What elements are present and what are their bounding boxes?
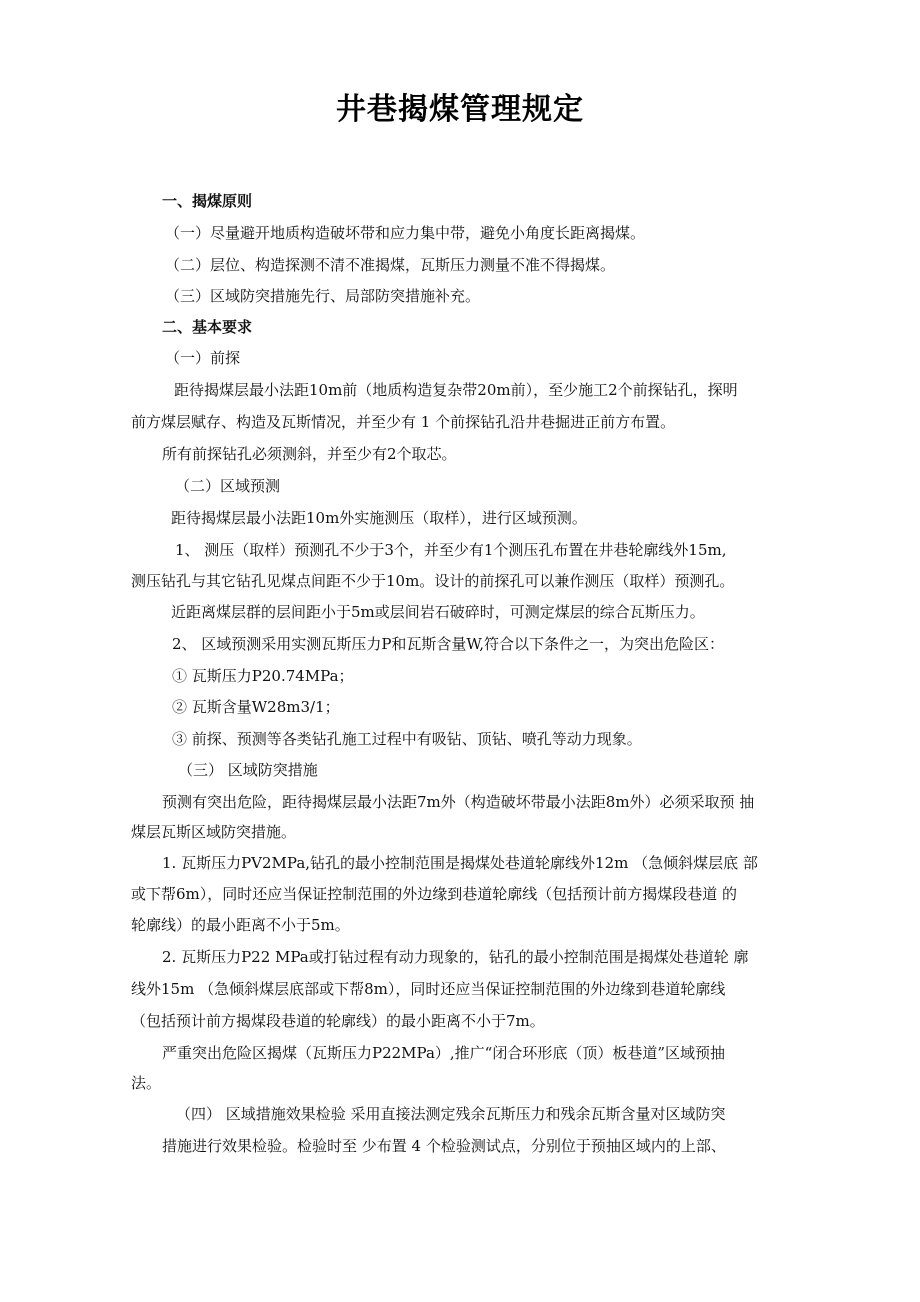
list-item: ② 瓦斯含量W28m3/1； (172, 698, 340, 716)
paragraph-line: 2、 区域预测采用实测瓦斯压力P和瓦斯含量W,符合以下条件之一，为突出危险区： (172, 635, 724, 653)
list-item: ① 瓦斯压力P20.74MPa； (172, 667, 354, 685)
subheading-effect-verification: （四） 区域措施效果检验 采用直接法测定残余瓦斯压力和残余瓦斯含量对区域防突 (176, 1105, 726, 1123)
paragraph-line: （三）区域防突措施先行、局部防突措施补充。 (165, 287, 481, 305)
paragraph-line: 或下帮6m），同时还应当保证控制范围的外边缘到巷道轮廓线（包括预计前方揭煤段巷道 的 (131, 885, 738, 903)
paragraph-line: 距待揭煤层最小法距10m前（地质构造复杂带20m前），至少施工2个前探钻孔，探明 (174, 381, 738, 399)
paragraph-line: 1、 测压（取样）预测孔不少于3个，并至少有1个测压孔布置在井巷轮廓线外15m, (175, 541, 727, 559)
paragraph-line: 严重突出危险区揭煤（瓦斯压力P22MPa）,推广“闭合环形底（顶）板巷道”区域预抽 (162, 1044, 726, 1062)
paragraph-line: 距待揭煤层最小法距10m外实施测压（取样），进行区域预测。 (171, 509, 587, 527)
paragraph-line: 轮廓线）的最小距离不小于5m。 (131, 916, 350, 934)
subheading-regional-prediction: （二）区域预测 (175, 477, 281, 495)
subheading-regional-measures: （三） 区域防突措施 (178, 761, 318, 779)
paragraph-line: 前方煤层赋存、构造及瓦斯情况，并至少有 1 个前探钻孔沿井巷掘进正前方布置。 (131, 413, 676, 431)
list-item: ③ 前探、预测等各类钻孔施工过程中有吸钻、顶钻、喷孔等动力现象。 (172, 730, 642, 748)
paragraph-line: 所有前探钻孔必须测斜，并至少有2个取芯。 (162, 445, 457, 463)
paragraph-line: 线外15m （急倾斜煤层底部或下帮8m），同时还应当保证控制范围的外边缘到巷道轮廓线 (131, 980, 726, 998)
paragraph-line: 煤层瓦斯区域防突措施。 (131, 823, 297, 841)
paragraph-line: （包括预计前方揭煤段巷道的轮廓线）的最小距离不小于7m。 (131, 1012, 545, 1030)
paragraph-line: 预测有突出危险，距待揭煤层最小法距7m外（构造破坏带最小法距8m外）必须采取预 抽 (162, 793, 755, 811)
paragraph-line: 1. 瓦斯压力PV2MPa,钻孔的最小控制范围是揭煤处巷道轮廓线外12m （急倾斜煤层底 部 (162, 854, 758, 872)
paragraph-line: 法。 (131, 1074, 162, 1092)
section-heading-principles: 一、揭煤原则 (162, 192, 253, 210)
subheading-probe: （一）前探 (165, 349, 241, 367)
paragraph-line: （一）尽量避开地质构造破坏带和应力集中带，避免小角度长距离揭煤。 (165, 224, 646, 242)
paragraph-line: 2. 瓦斯压力P22 MPa或打钻过程有动力现象的，钻孔的最小控制范围是揭煤处巷道轮 廓 (162, 948, 749, 966)
section-heading-requirements: 二、基本要求 (162, 318, 253, 336)
page-title: 井巷揭煤管理规定 (336, 92, 584, 127)
paragraph-line: 近距离煤层群的层间距小于5m或层间岩石破碎时，可测定煤层的综合瓦斯压力。 (171, 603, 705, 621)
paragraph-line: （二）层位、构造探测不清不准揭煤，瓦斯压力测量不准不得揭煤。 (165, 256, 616, 274)
paragraph-line: 措施进行效果检验。检验时至 少布置 4 个检验测试点，分别位于预抽区域内的上部、 (162, 1137, 726, 1155)
paragraph-line: 测压钻孔与其它钻孔见煤点间距不少于10m。设计的前探孔可以兼作测压（取样）预测孔。 (131, 572, 735, 590)
